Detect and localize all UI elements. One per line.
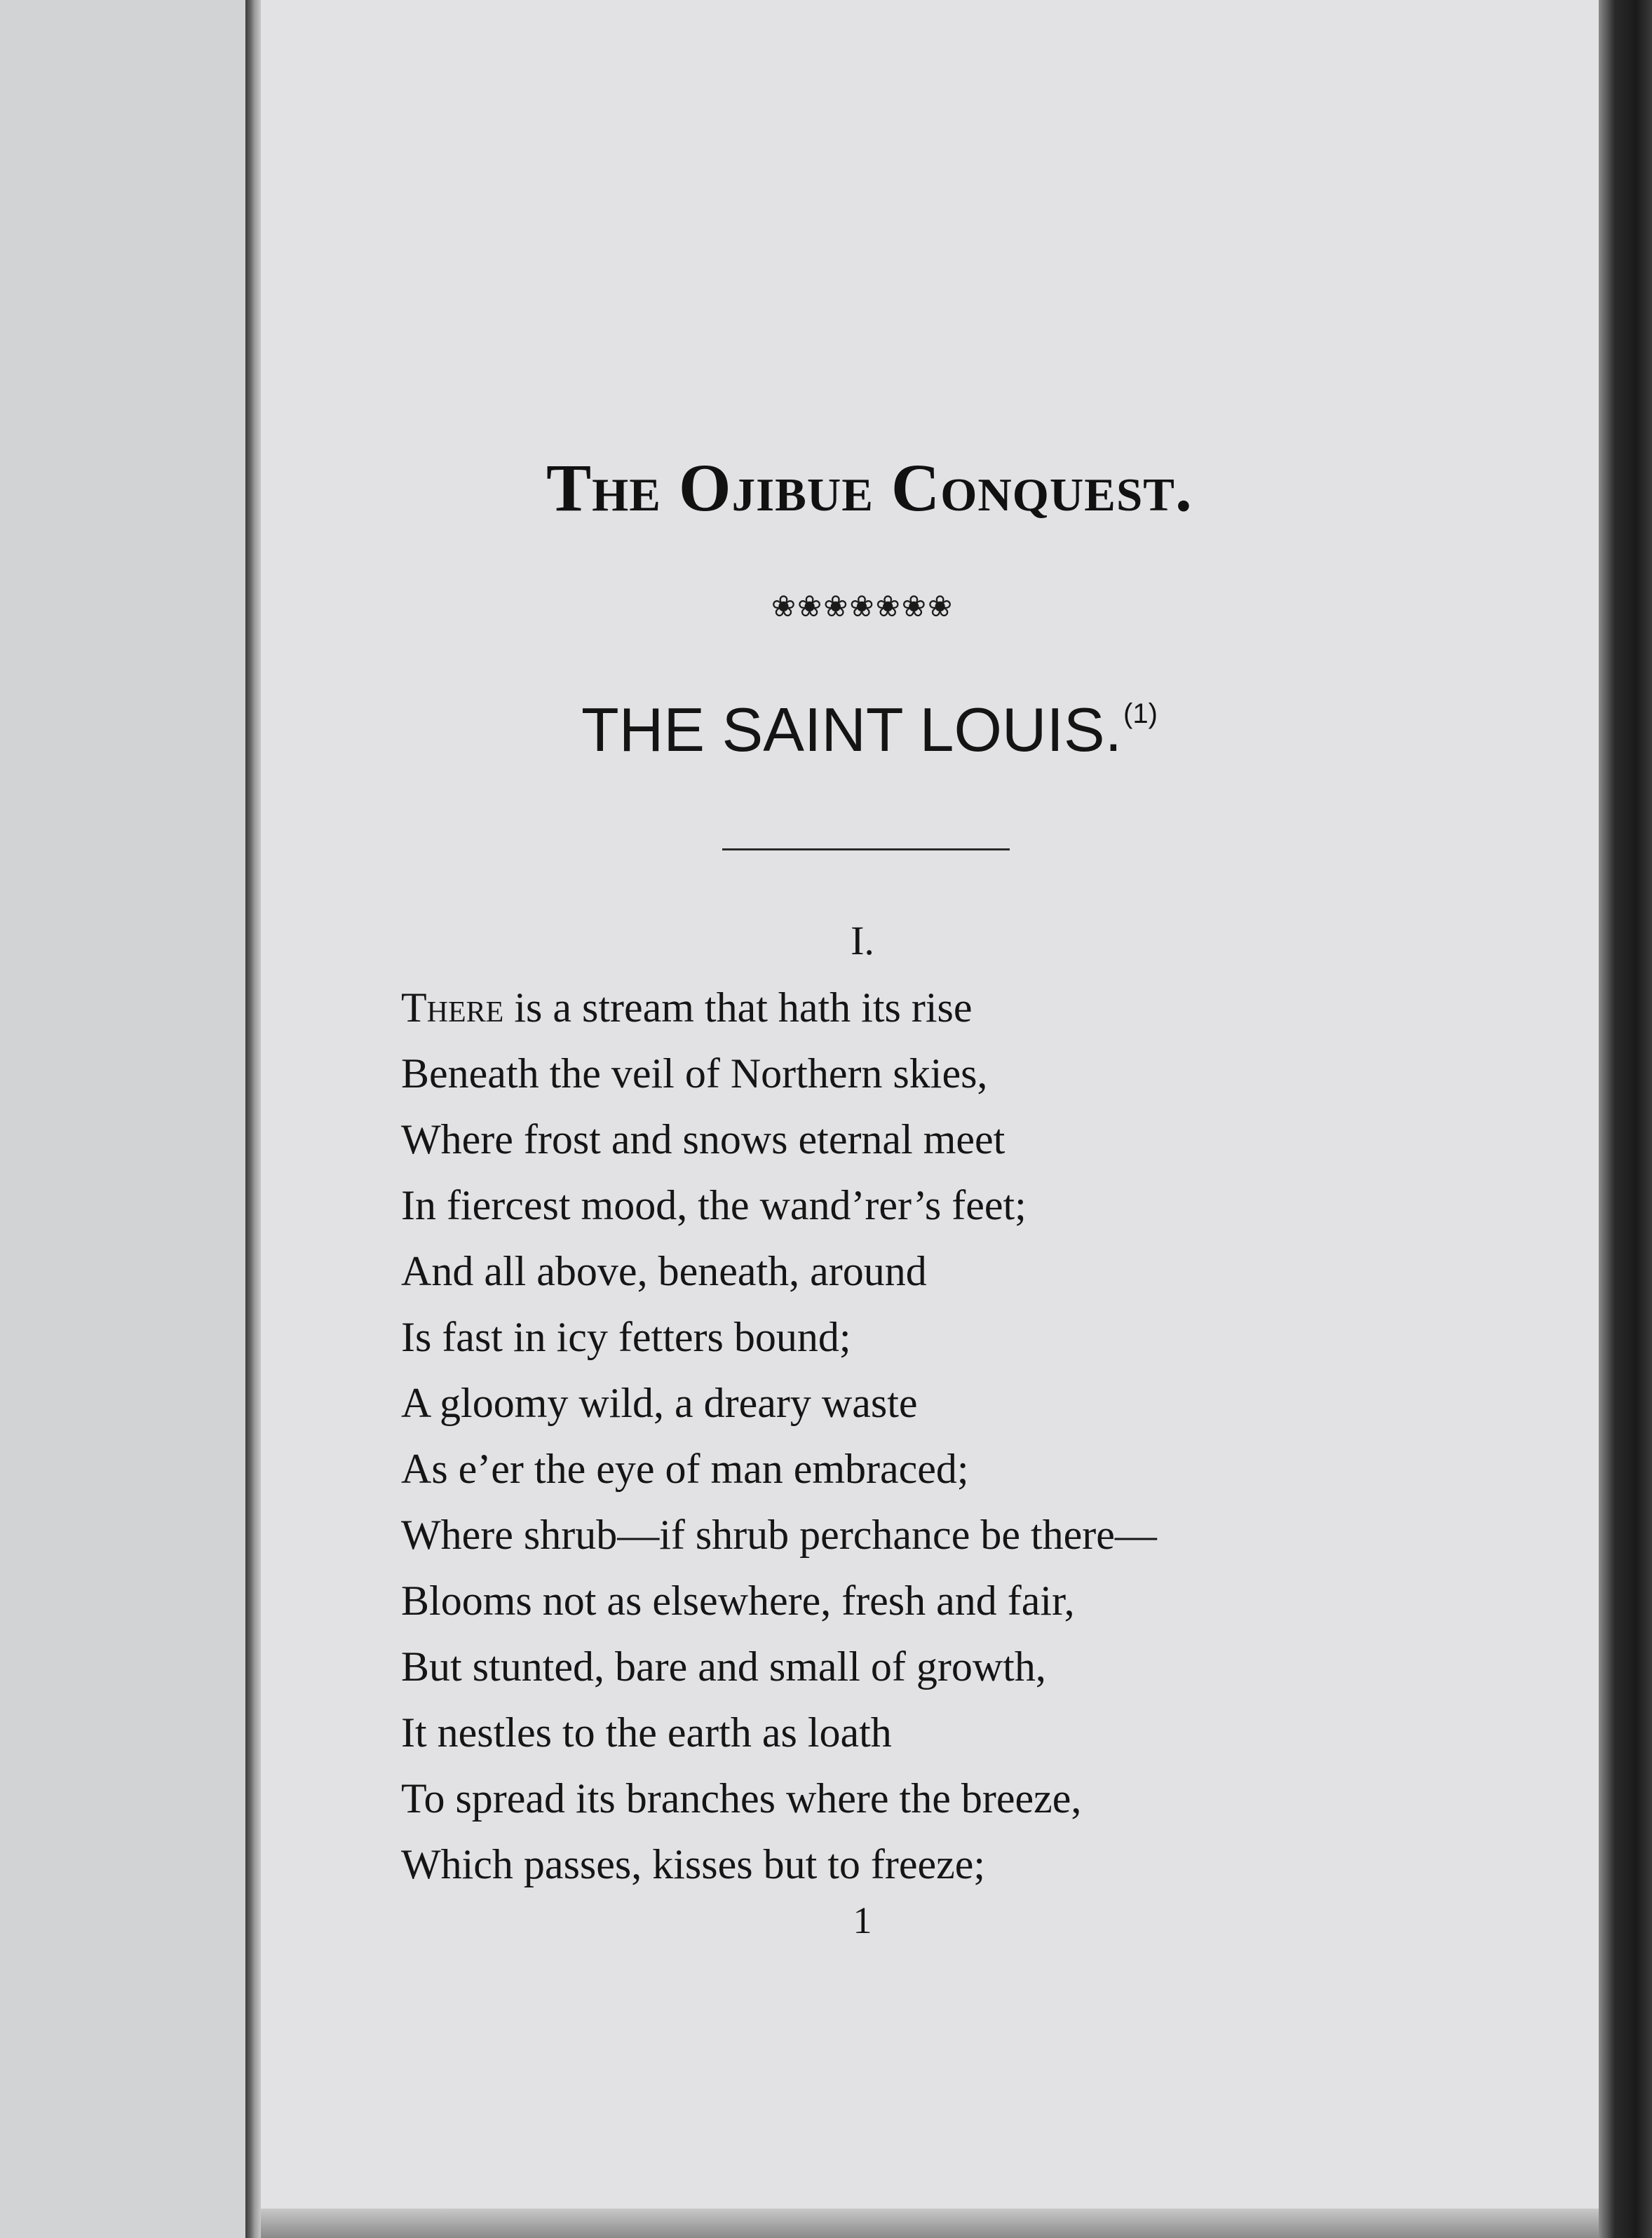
divider-rule — [722, 848, 1010, 850]
poem-title — [533, 694, 1206, 766]
poem-verse — [401, 975, 1425, 1897]
verse-line: Where frost and snows eternal meet — [401, 1116, 1006, 1162]
verse-line: Where shrub—if shrub perchance be there— — [401, 1512, 1157, 1558]
footnote-marker: (1) — [1123, 698, 1158, 729]
bottom-page-edge — [261, 2209, 1599, 2238]
verse-line: In fiercest mood, the wand’rer’s feet; — [401, 1182, 1027, 1228]
page-number: 1 — [853, 1899, 872, 1941]
verse-line: To spread its branches where the breeze, — [401, 1775, 1082, 1822]
poem-title-text: THE SAINT LOUIS. — [581, 695, 1123, 764]
verse-line: Beneath the veil of Northern skies, — [401, 1050, 988, 1097]
verse-line: A gloomy wild, a dreary waste — [401, 1380, 918, 1426]
verse-line: But stunted, bare and small of growth, — [401, 1643, 1046, 1690]
gutter-shadow — [245, 0, 261, 2238]
verse-line-1 — [401, 975, 1425, 1040]
right-page-edge — [1599, 0, 1652, 2238]
verse-line: Blooms not as elsewhere, fresh and fair, — [401, 1578, 1075, 1624]
verse-line: Is fast in icy fetters bound; — [401, 1314, 851, 1360]
section-number: I. — [851, 918, 874, 963]
verse-line: It nestles to the earth as loath — [401, 1709, 892, 1756]
verse-line: Which passes, kisses but to freeze; — [401, 1841, 986, 1887]
verse-first-line-rest: is a stream that hath its rise — [503, 984, 973, 1031]
facing-page — [0, 0, 250, 2238]
verse-line: And all above, beneath, around — [401, 1248, 927, 1294]
book-title: The Ojibue Conquest. — [546, 450, 1193, 525]
decorative-ornament-icon: ❀❀❀❀❀❀❀ — [771, 589, 954, 623]
verse-first-word: There — [401, 984, 504, 1031]
verse-line: As e’er the eye of man embraced; — [401, 1446, 969, 1492]
